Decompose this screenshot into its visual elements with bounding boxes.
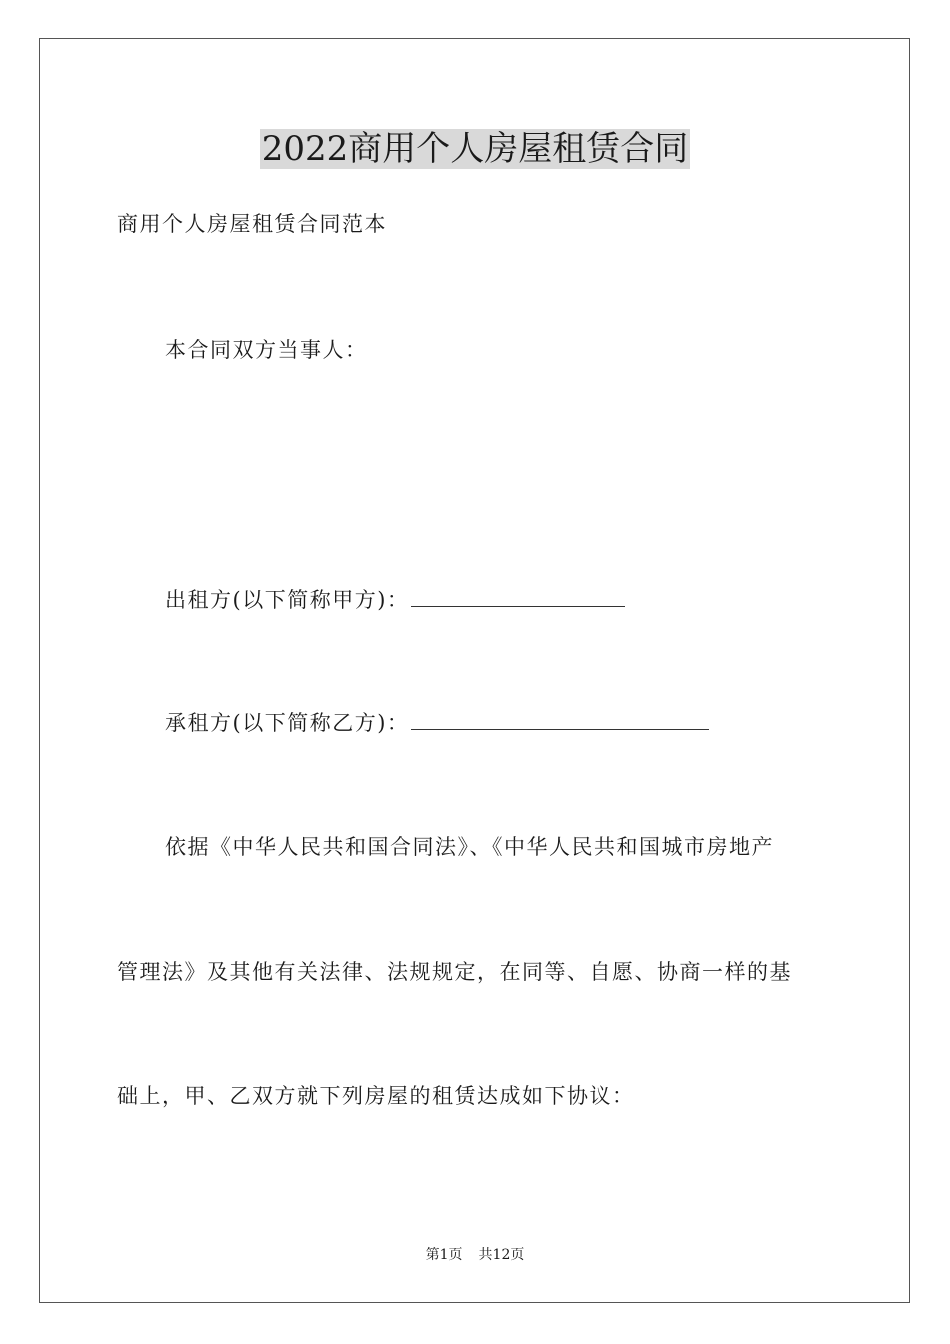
basis-line-1: 依据《中华人民共和国合同法》、《中华人民共和国城市房地产	[165, 835, 774, 859]
basis-line-3: 础上，甲、乙双方就下列房屋的租赁达成如下协议：	[117, 1084, 635, 1108]
document-title-text: 2022商用个人房屋租赁合同	[261, 129, 689, 169]
parties-intro: 本合同双方当事人：	[165, 338, 368, 362]
lessee-blank-field[interactable]	[411, 709, 709, 730]
document-title	[0, 128, 950, 170]
lessee-label: 承租方(以下简称乙方)：	[165, 711, 410, 735]
basis-line-2: 管理法》及其他有关法律、法规规定，在同等、自愿、协商一样的基	[117, 960, 792, 984]
page-total: 共12页	[478, 1247, 525, 1263]
page-number: 第1页	[425, 1247, 463, 1263]
lessor-line	[165, 586, 625, 614]
lessee-line	[165, 709, 709, 737]
document-subtitle: 商用个人房屋租赁合同范本	[117, 212, 387, 236]
page-footer	[0, 1246, 950, 1264]
lessor-blank-field[interactable]	[411, 586, 625, 607]
lessor-label: 出租方(以下简称甲方)：	[165, 588, 410, 612]
